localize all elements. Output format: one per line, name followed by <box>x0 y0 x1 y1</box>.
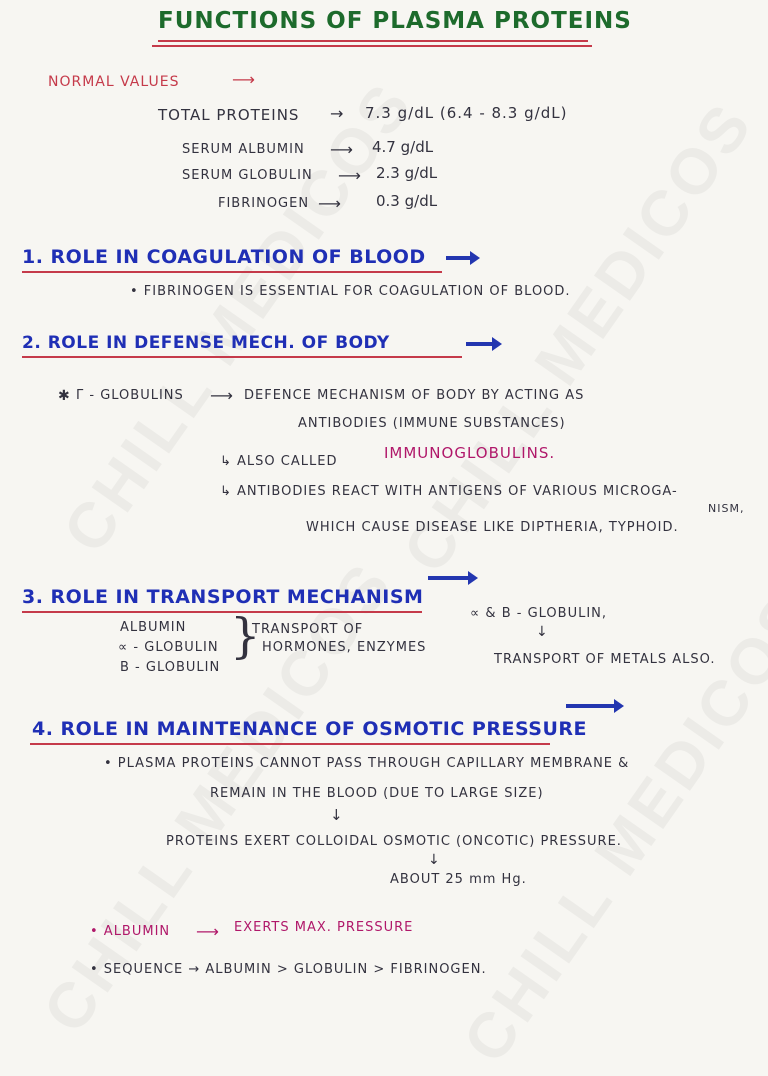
arrow-icon <box>428 576 470 580</box>
normal-values-label: NORMAL VALUES <box>48 74 180 90</box>
about-25-text: ABOUT 25 mm Hg. <box>390 872 527 887</box>
arrow-icon: ⟶ <box>318 194 341 213</box>
antibodies-text: ANTIBODIES (IMMUNE SUBSTANCES) <box>298 416 566 431</box>
antibodies-react-text: ↳ ANTIBODIES REACT WITH ANTIGENS OF VARIOUS MICROGA- <box>220 484 678 499</box>
alpha-beta-globulin-text: ∝ & Β - GLOBULIN, <box>470 606 608 621</box>
arrow-icon: ⟶ <box>330 140 353 159</box>
arrow-icon <box>466 342 494 346</box>
transport-alpha-globulin: ∝ - GLOBULIN <box>118 640 219 655</box>
transport-of-text: TRANSPORT OF <box>252 622 364 637</box>
fibrinogen-label: FIBRINOGEN <box>218 196 310 211</box>
transport-beta-globulin: Β - GLOBULIN <box>120 660 221 675</box>
defence-text: DEFENCE MECHANISM OF BODY BY ACTING AS <box>244 388 585 403</box>
fibrinogen-value: 0.3 g/dL <box>376 192 438 210</box>
serum-albumin-label: SERUM ALBUMIN <box>182 142 305 157</box>
hormones-text: HORMONES, ENZYMES <box>262 640 427 655</box>
section-1-text: • FIBRINOGEN IS ESSENTIAL FOR COAGULATION OF BLOOD. <box>130 284 571 299</box>
section-4-underline <box>30 743 550 745</box>
exerts-max-text: EXERTS MAX. PRESSURE <box>234 920 414 935</box>
title-underline <box>152 45 592 47</box>
colloidal-text: PROTEINS EXERT COLLOIDAL OSMOTIC (ONCOTIC) PRESSURE. <box>166 834 622 849</box>
sequence-text: • SEQUENCE → ALBUMIN > GLOBULIN > FIBRINOGEN. <box>90 962 487 977</box>
transport-metals-text: TRANSPORT OF METALS ALSO. <box>494 652 716 667</box>
arrow-icon: ⟶ <box>210 386 233 405</box>
albumin-text: • ALBUMIN <box>90 924 171 939</box>
total-proteins-value: 7.3 g/dL (6.4 - 8.3 g/dL) <box>365 104 568 122</box>
star-icon: ✱ <box>58 388 70 404</box>
arrow-icon <box>446 256 472 260</box>
transport-albumin: ALBUMIN <box>120 620 187 635</box>
down-arrow-icon: ↓ <box>536 624 548 640</box>
section-3-heading: 3. ROLE IN TRANSPORT MECHANISM <box>22 586 424 608</box>
serum-albumin-value: 4.7 g/dL <box>372 138 434 156</box>
arrow-icon: ⟶ <box>232 70 255 89</box>
disease-text: WHICH CAUSE DISEASE LIKE DIPTHERIA, TYPHOID. <box>306 520 679 535</box>
section-1-underline <box>22 271 442 273</box>
brace-icon: } <box>230 608 261 664</box>
down-arrow-icon: ↓ <box>330 806 343 824</box>
gamma-globulins-label: Γ - GLOBULINS <box>76 388 184 403</box>
serum-globulin-label: SERUM GLOBULIN <box>182 168 313 183</box>
arrow-icon <box>566 704 616 708</box>
section-3-underline <box>22 611 422 613</box>
plasma-proteins-text: • PLASMA PROTEINS CANNOT PASS THROUGH CAPILLARY MEMBRANE & <box>104 756 630 771</box>
section-2-heading: 2. ROLE IN DEFENSE MECH. OF BODY <box>22 333 390 353</box>
arrow-icon: ⟶ <box>196 922 219 941</box>
serum-globulin-value: 2.3 g/dL <box>376 164 438 182</box>
section-4-heading: 4. ROLE IN MAINTENANCE OF OSMOTIC PRESSURE <box>32 718 588 740</box>
total-proteins-label: TOTAL PROTEINS <box>158 106 300 124</box>
down-arrow-icon: ↓ <box>428 852 440 868</box>
section-1-heading: 1. ROLE IN COAGULATION OF BLOOD <box>22 246 426 268</box>
immunoglobulins-text: IMMUNOGLOBULINS. <box>384 444 556 462</box>
arrow-icon: ⟶ <box>338 166 361 185</box>
also-called-text: ↳ ALSO CALLED <box>220 454 338 469</box>
page-title: FUNCTIONS OF PLASMA PROTEINS <box>158 8 632 34</box>
section-2-underline <box>22 356 462 358</box>
remain-text: REMAIN IN THE BLOOD (DUE TO LARGE SIZE) <box>210 786 544 801</box>
arrow-icon: → <box>330 104 344 123</box>
title-underline <box>158 40 588 42</box>
nism-text: NISM, <box>708 502 745 515</box>
